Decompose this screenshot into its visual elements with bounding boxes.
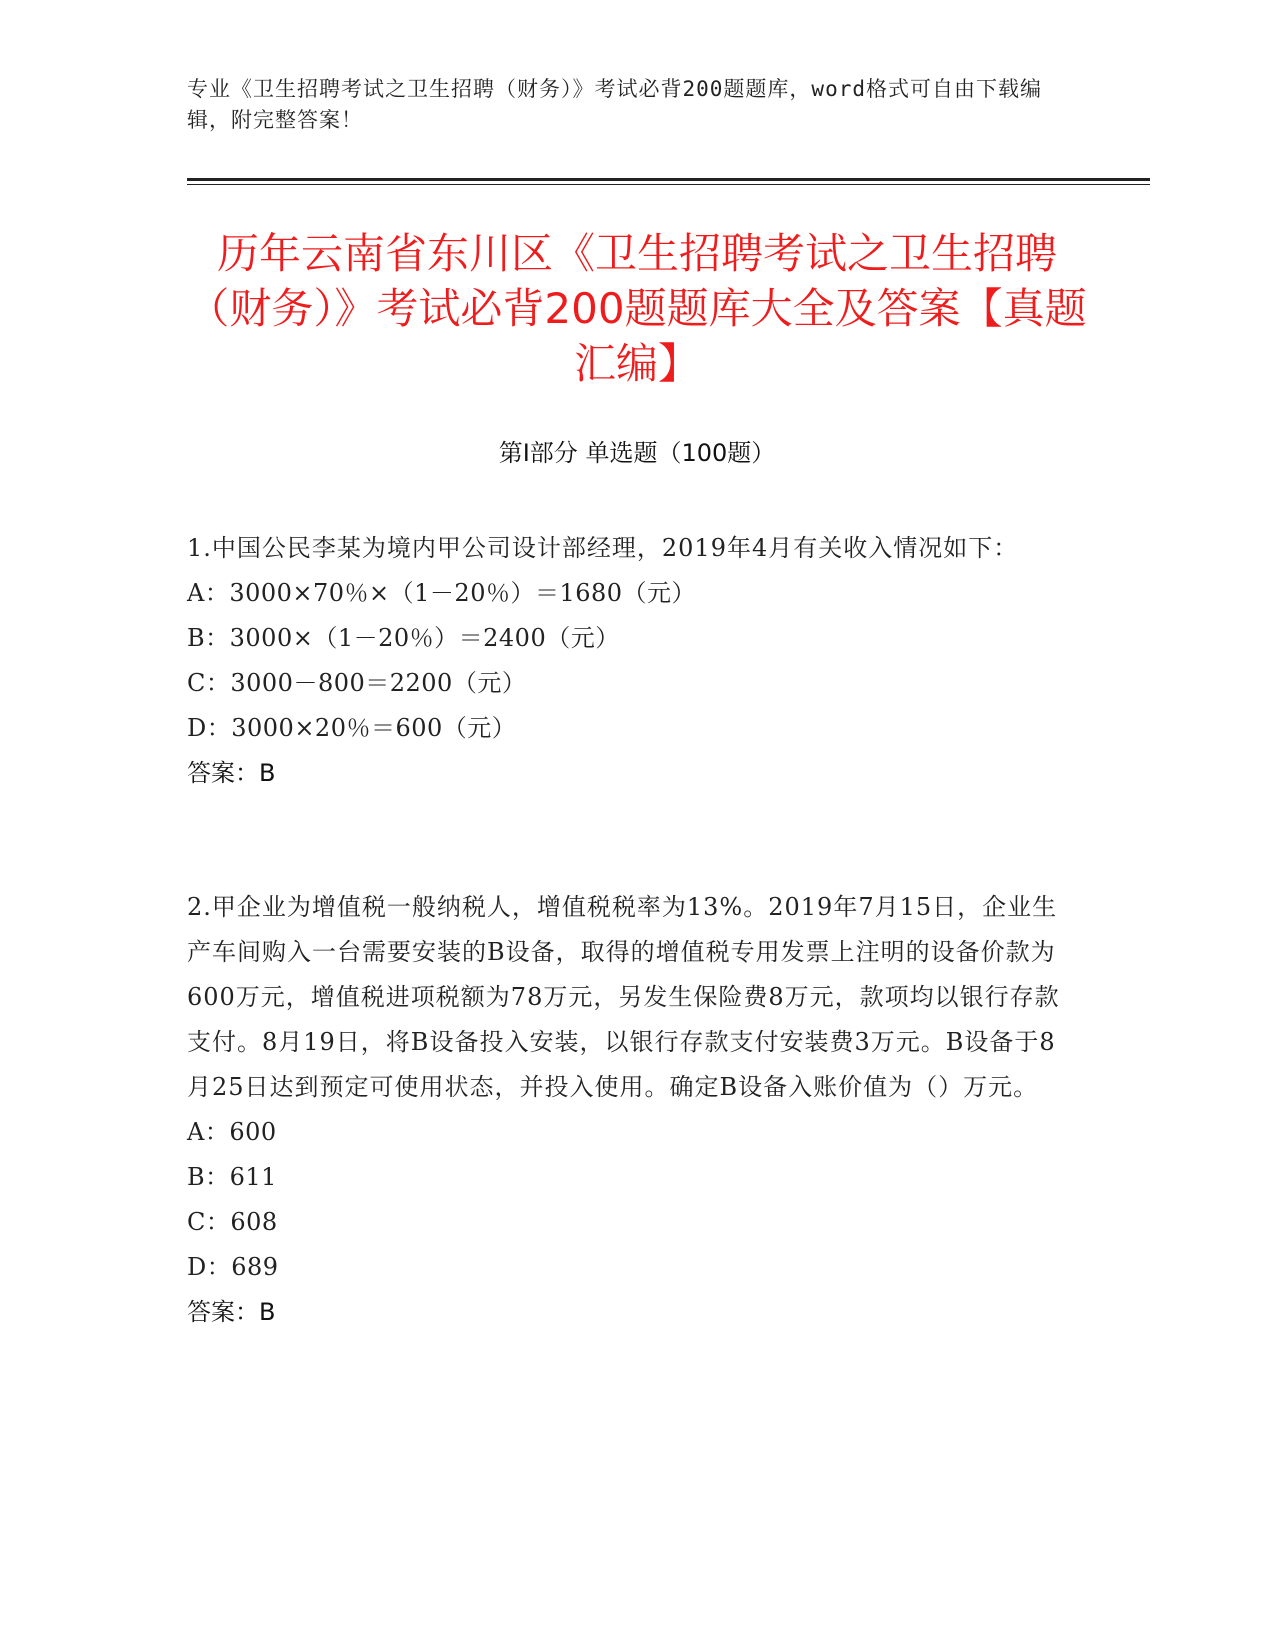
option-c: C：608 [187, 1208, 278, 1236]
question-stem: 1.中国公民李某为境内甲公司设计部经理，2019年4月有关收入情况如下： [187, 534, 1019, 562]
header-divider-thick [187, 178, 1150, 181]
section-title: 第Ⅰ部分 单选题（100题） [498, 439, 776, 467]
option-a: A：3000×70％×（1－20％）＝1680（元） [187, 579, 697, 607]
question-stem: 2.甲企业为增值税一般纳税人，增值税税率为13%。2019年7月15日，企业生产车间购入一台需要安装的B设备，取得的增值税专用发票上注明的设备价款为600万元，增值税进项税额为78万元，另发生保险费8万元，款项均以银行存款支付。8月19日，将B设备投入安装，以银行存款支付安装费3万元。B设备于8月25日达到预定可使用状态，并投入使用。确定B设备入账价值为（）万元。 [187, 893, 1060, 1101]
header-divider-thin [187, 184, 1150, 185]
header-note: 专业《卫生招聘考试之卫生招聘（财务）》考试必背200题题库，word格式可自由下载编辑，附完整答案！ [187, 77, 1042, 132]
question-1 [187, 526, 1067, 796]
option-b: B：611 [187, 1163, 277, 1191]
answer: 答案：B [187, 1298, 276, 1326]
option-b: B：3000×（1－20％）＝2400（元） [187, 624, 620, 652]
question-2 [187, 885, 1067, 1335]
option-c: C：3000－800＝2200（元） [187, 669, 527, 697]
answer: 答案：B [187, 759, 276, 787]
option-a: A：600 [187, 1118, 277, 1146]
option-d: D：3000×20％＝600（元） [187, 714, 517, 742]
document-title: 历年云南省东川区《卫生招聘考试之卫生招聘（财务）》考试必背200题题库大全及答案【真题汇编】 [187, 229, 1087, 388]
option-d: D：689 [187, 1253, 279, 1281]
